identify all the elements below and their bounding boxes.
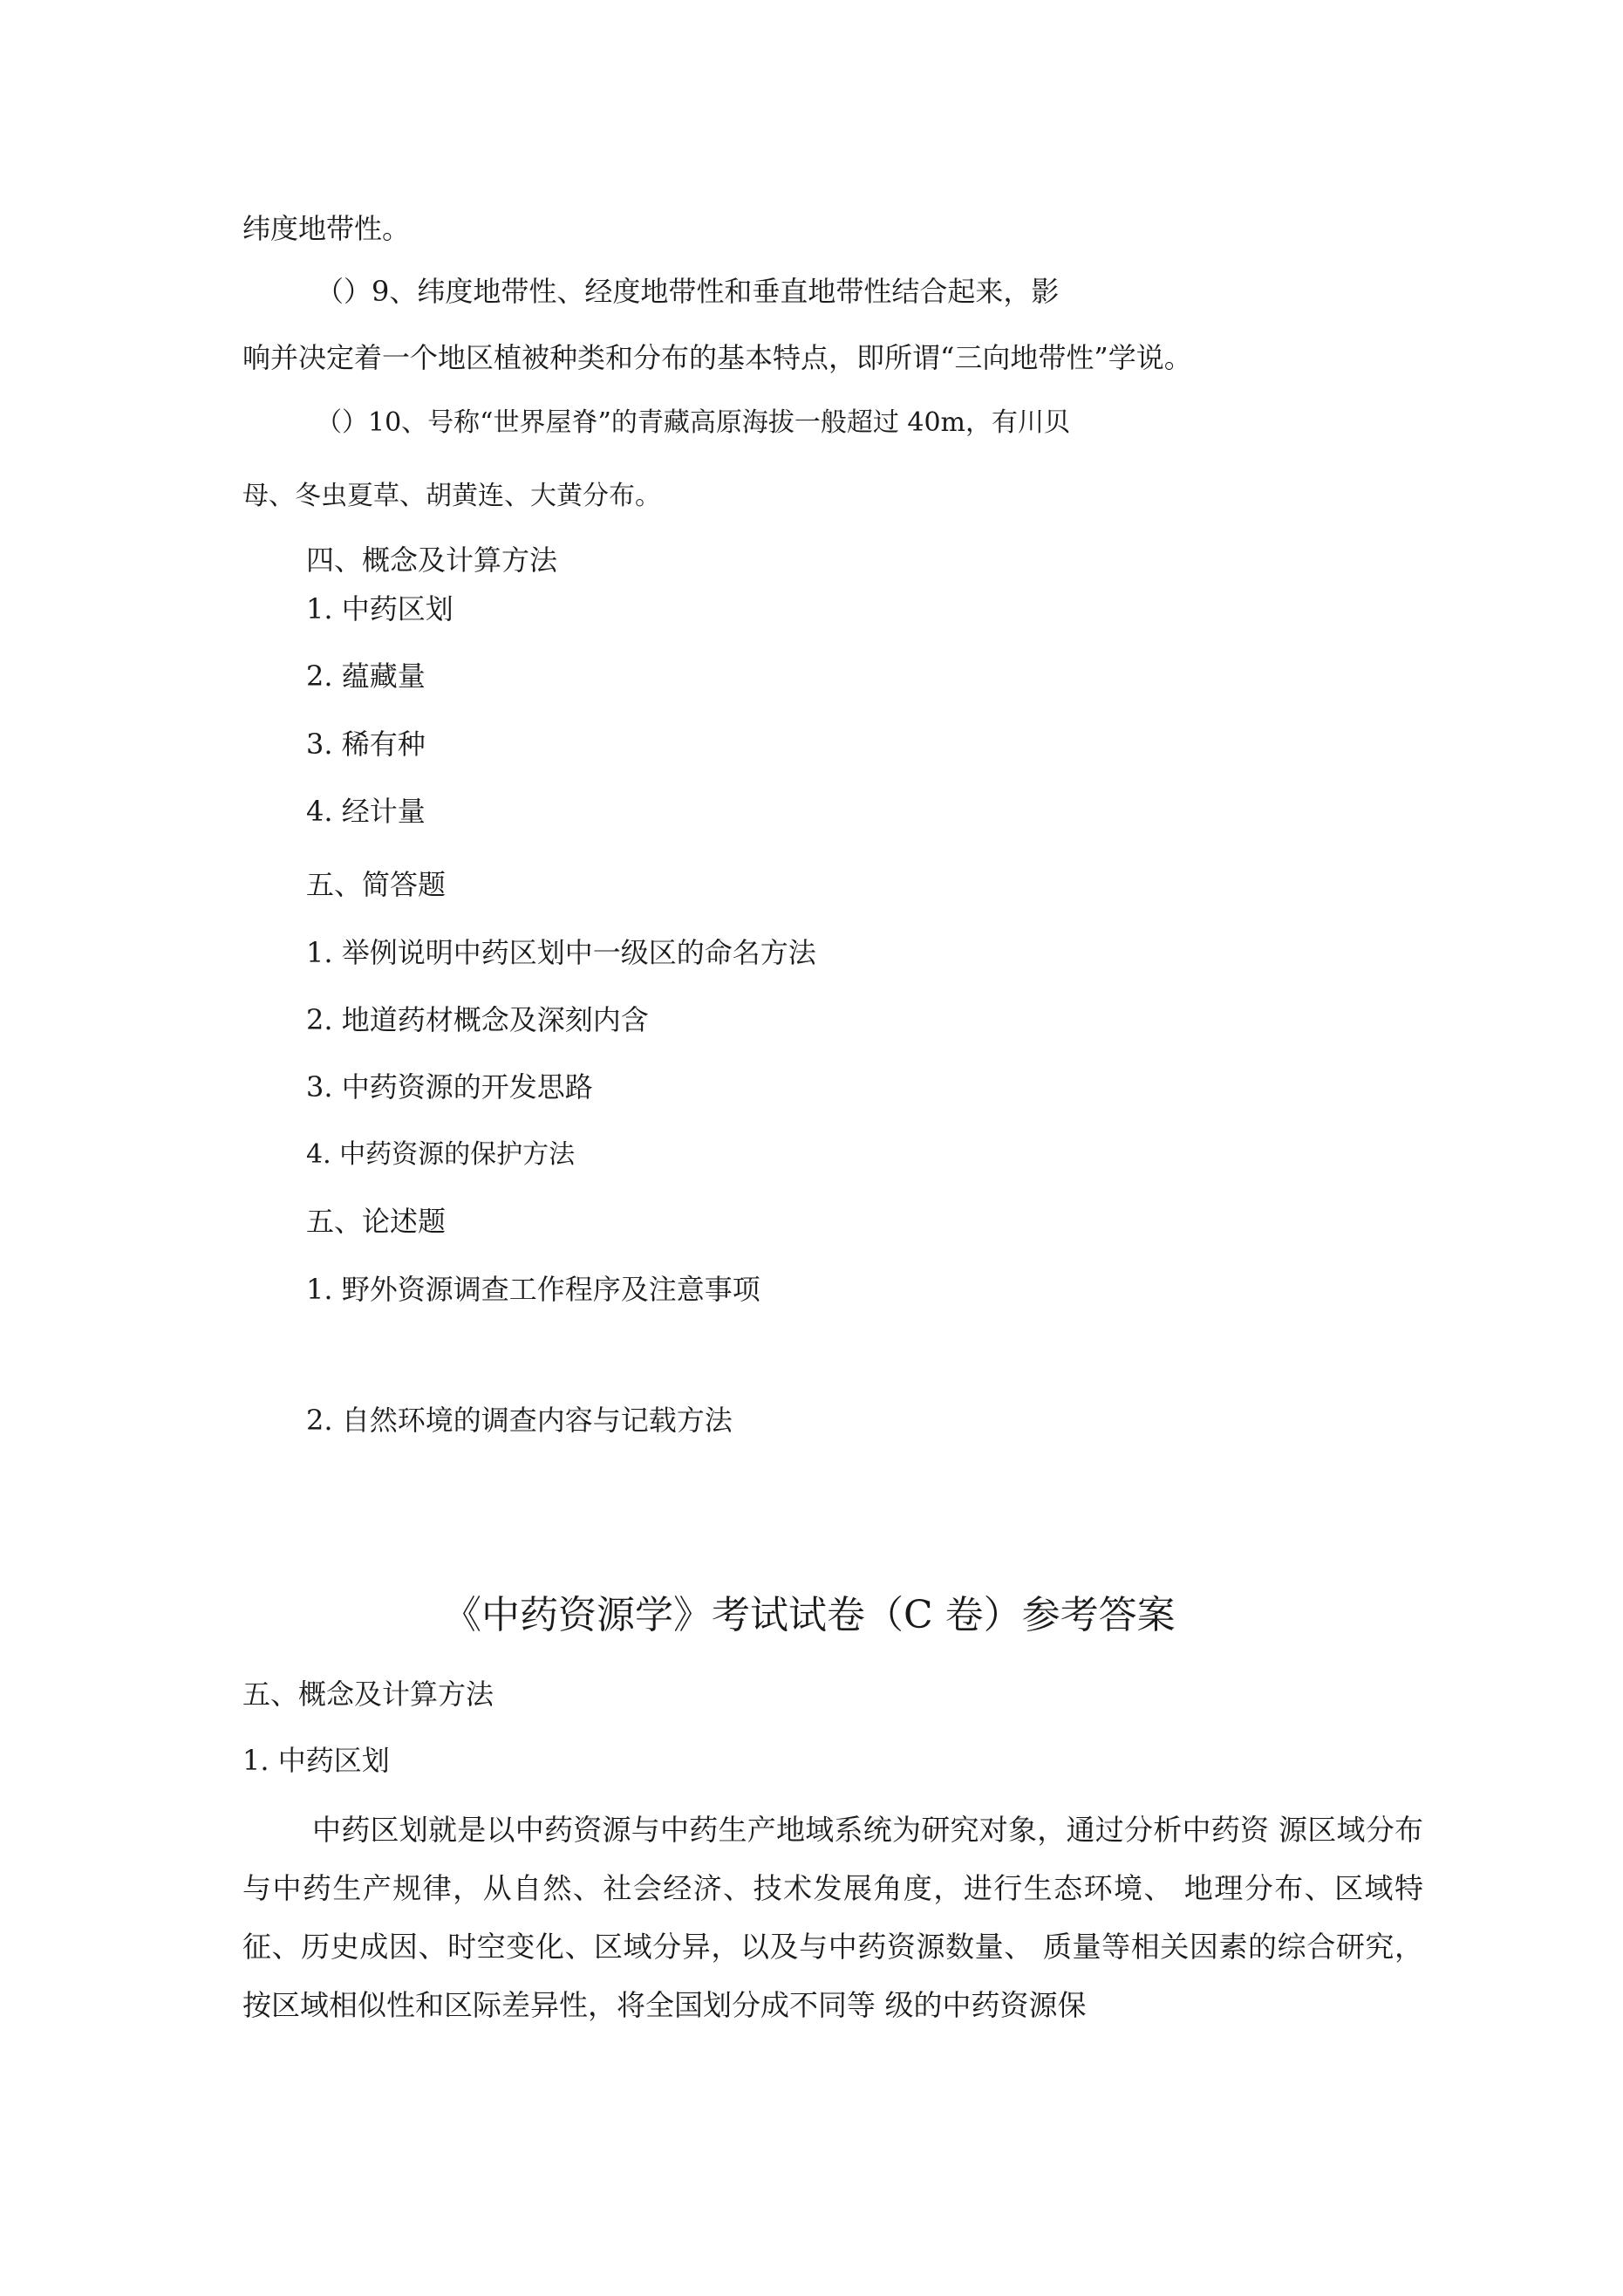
text-line: 纬度地带性。 — [242, 212, 411, 245]
section-4-item-1: 1. 中药区划 — [306, 592, 453, 625]
section-5-essay-item-1: 1. 野外资源调查工作程序及注意事项 — [306, 1273, 760, 1306]
answer-paragraph: 中药区划就是以中药资源与中药生产地域系统为研究对象，通过分析中药资 源区域分布与中药生产规律，从自然、社会经济、技术发展角度，进行生态环境、 地理分布、区域特征、历史成因、时空变化、区域分异，以及与中药资源数量、 质量等相关因素的综合研究，按区域相似性和区际差异性，将全国划分成不同等 级的中药资源保 — [242, 1813, 1423, 2022]
section-5-short-item-1: 1. 举例说明中药区划中一级区的命名方法 — [306, 936, 816, 969]
answer-item-1-heading: 1. 中药区划 — [242, 1744, 390, 1777]
section-5-short-item-3: 3. 中药资源的开发思路 — [306, 1070, 593, 1104]
section-4-item-4: 4. 经计量 — [306, 795, 426, 828]
section-5-essay-item-2: 2. 自然环境的调查内容与记载方法 — [306, 1404, 733, 1437]
section-4-heading: 四、概念及计算方法 — [306, 543, 558, 577]
answer-section-heading: 五、概念及计算方法 — [242, 1678, 494, 1711]
answer-title: 《中药资源学》考试试卷（C 卷）参考答案 — [443, 1593, 1176, 1637]
section-5-essay-heading: 五、论述题 — [306, 1205, 447, 1238]
question-10-line-1: （）10、号称“世界屋脊”的青藏高原海拔一般超过 40m，有川贝 — [316, 407, 1071, 438]
section-5-short-heading: 五、简答题 — [306, 868, 447, 901]
section-5-short-item-2: 2. 地道药材概念及深刻内含 — [306, 1003, 649, 1036]
question-9-line-1: （）9、纬度地带性、经度地带性和垂直地带性结合起来，影 — [316, 275, 1060, 308]
question-9-line-2: 响并决定着一个地区植被种类和分布的基本特点，即所谓“三向地带性”学说。 — [242, 341, 1192, 374]
question-10-line-2: 母、冬虫夏草、胡黄连、大黄分布。 — [242, 481, 661, 511]
section-4-item-2: 2. 蕴藏量 — [306, 659, 426, 693]
section-4-item-3: 3. 稀有种 — [306, 728, 426, 761]
section-5-short-item-4: 4. 中药资源的保护方法 — [306, 1139, 576, 1170]
